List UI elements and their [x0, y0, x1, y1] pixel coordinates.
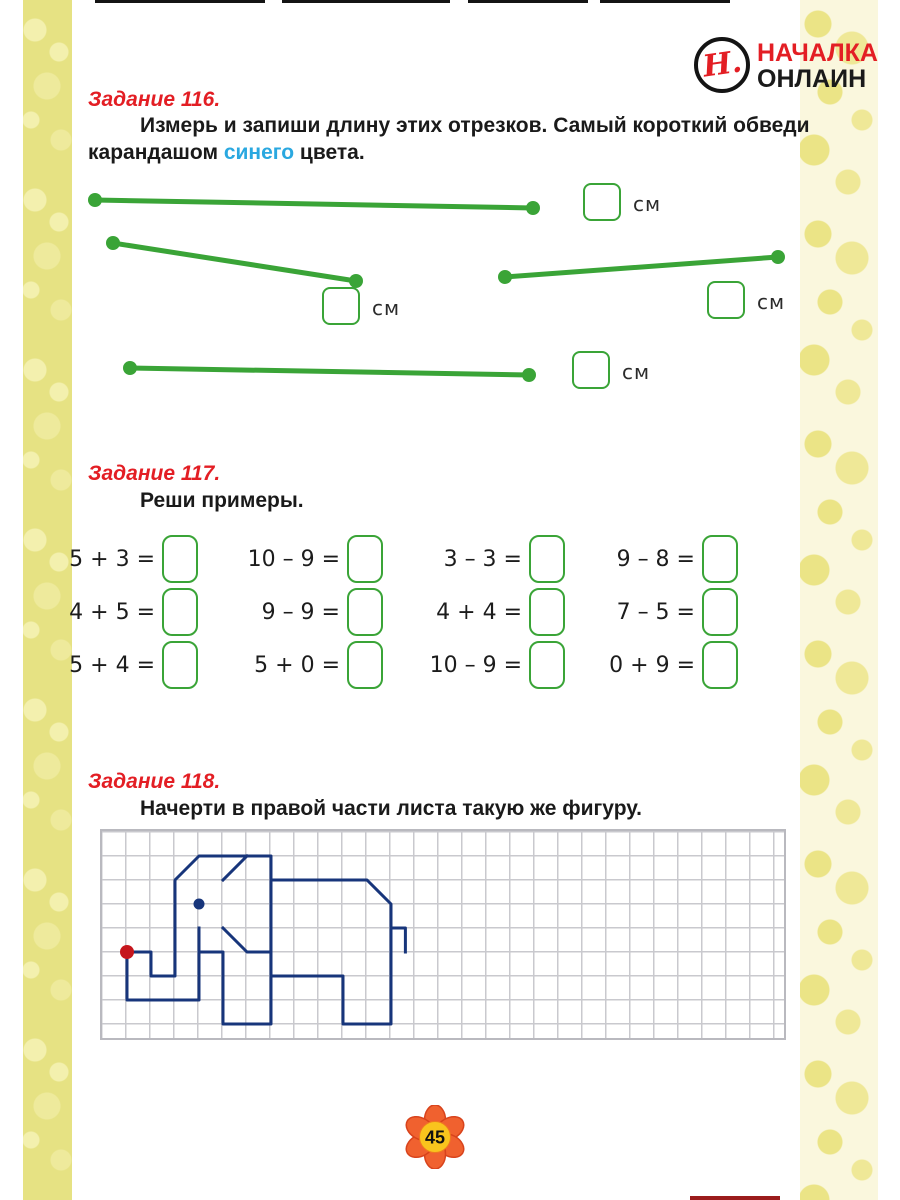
answer-box[interactable]: [702, 588, 738, 636]
answer-box-cm-4[interactable]: [572, 351, 610, 389]
equation-cell: [402, 588, 565, 636]
logo-line2: ОНЛАИН: [757, 65, 867, 93]
equation-text: 5 + 4 =: [69, 652, 155, 678]
equation-cell: [575, 588, 738, 636]
cm-label-3: см: [757, 290, 786, 314]
equation-text: 0 + 9 =: [609, 652, 695, 678]
top-crop-mark: [282, 0, 450, 3]
answer-box[interactable]: [162, 535, 198, 583]
answer-box[interactable]: [529, 535, 565, 583]
equation-cell: [402, 535, 565, 583]
cm-label-4: см: [622, 360, 651, 384]
equation-text: 4 + 4 =: [436, 599, 522, 625]
equation-cell: [35, 588, 198, 636]
equation-cell: [220, 641, 383, 689]
answer-box[interactable]: [162, 588, 198, 636]
task116-instruction-line2: [88, 141, 365, 165]
equation-cell: [35, 535, 198, 583]
page-number-flower: [403, 1105, 467, 1169]
equation-text: 10 – 9 =: [247, 546, 340, 572]
answer-box[interactable]: [162, 641, 198, 689]
bottom-crop-mark: [690, 1196, 780, 1200]
elephant-figure-svg: [102, 831, 784, 1038]
blue-word: синего: [223, 141, 295, 164]
equation-text: 7 – 5 =: [616, 599, 695, 625]
answer-box[interactable]: [702, 535, 738, 583]
equation-cell: [575, 535, 738, 583]
equation-text: 9 – 9 =: [261, 599, 340, 625]
task116-instruction-line1: Измерь и запиши длину этих отрезков. Самый короткий обведи: [140, 114, 810, 137]
logo-initial: Н.: [700, 44, 744, 85]
answer-box-cm-1[interactable]: [583, 183, 621, 221]
answer-box-cm-2[interactable]: [322, 287, 360, 325]
task118-title: Задание 118.: [88, 770, 221, 793]
equation-cell: [35, 641, 198, 689]
equation-text: 4 + 5 =: [69, 599, 155, 625]
answer-box[interactable]: [347, 588, 383, 636]
logo-line1: НАЧАЛКА: [757, 39, 878, 67]
equation-cell: [220, 588, 383, 636]
logo-wordmark: [757, 40, 878, 92]
equation-cell: [402, 641, 565, 689]
task118-instruction: Начерти в правой части листа такую же фигуру.: [140, 797, 642, 820]
drawing-grid[interactable]: [100, 829, 786, 1040]
segments-svg: [85, 175, 815, 405]
top-crop-mark: [95, 0, 265, 3]
instruction-text: цвета.: [294, 141, 365, 164]
logo-circle: [694, 37, 750, 93]
equation-cell: [575, 641, 738, 689]
cm-label-1: см: [633, 192, 662, 216]
answer-box[interactable]: [529, 588, 565, 636]
instruction-text: карандашом: [88, 141, 224, 164]
equation-text: 9 – 8 =: [616, 546, 695, 572]
answer-box[interactable]: [347, 535, 383, 583]
page-number: 45: [424, 1127, 446, 1148]
equation-text: 10 – 9 =: [429, 652, 522, 678]
equation-text: 5 + 3 =: [69, 546, 155, 572]
equation-text: 5 + 0 =: [254, 652, 340, 678]
answer-box[interactable]: [529, 641, 565, 689]
top-crop-mark: [468, 0, 588, 3]
cm-label-2: см: [372, 296, 401, 320]
equation-text: 3 – 3 =: [443, 546, 522, 572]
task117-instruction: Реши примеры.: [140, 489, 304, 512]
task116-title: Задание 116.: [88, 88, 221, 111]
answer-box[interactable]: [347, 641, 383, 689]
top-crop-mark: [600, 0, 730, 3]
answer-box-cm-3[interactable]: [707, 281, 745, 319]
equation-cell: [220, 535, 383, 583]
answer-box[interactable]: [702, 641, 738, 689]
task117-title: Задание 117.: [88, 462, 221, 485]
